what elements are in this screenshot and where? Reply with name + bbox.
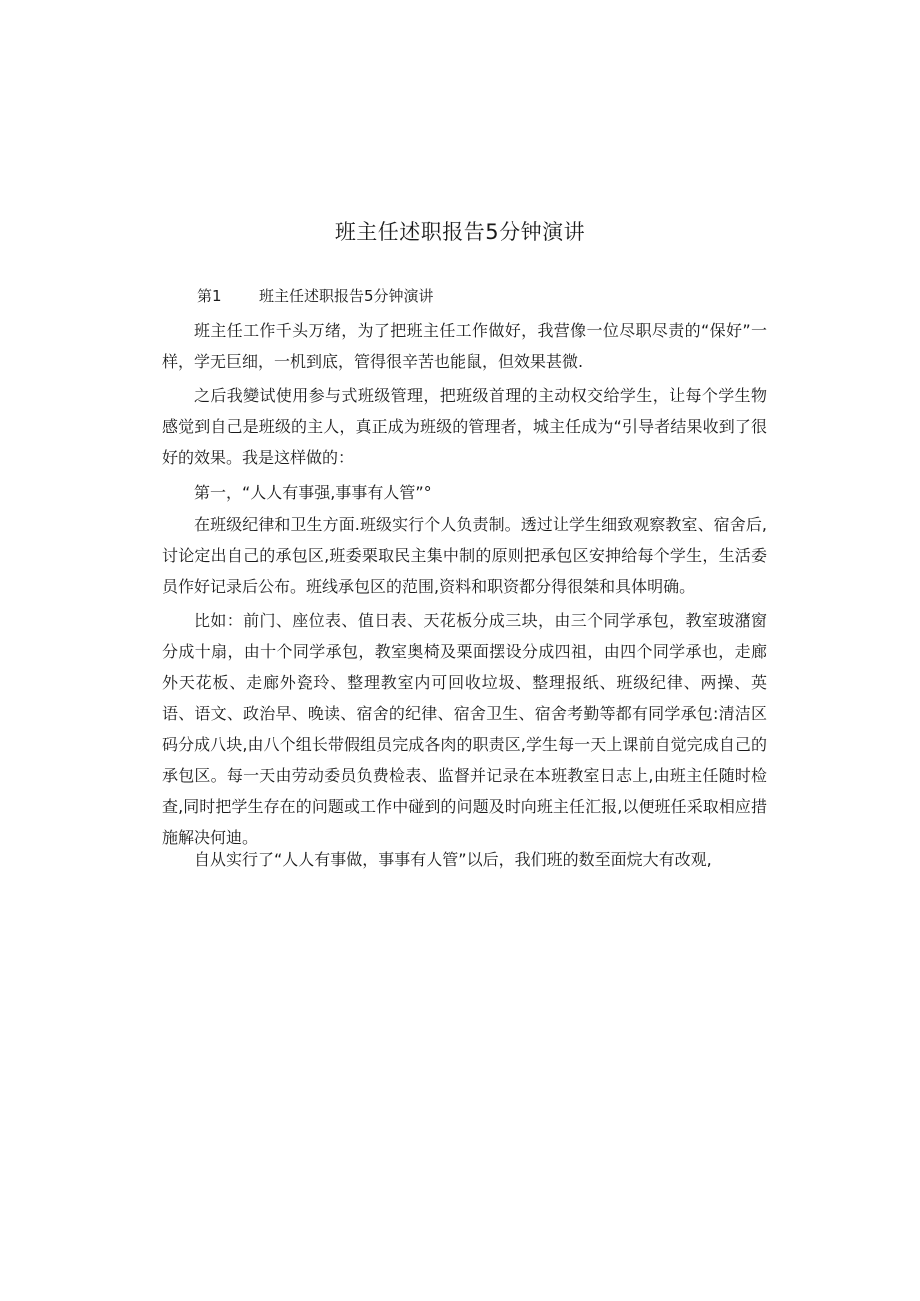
paragraph: 自从实行了“人人有事做，事事有人管”以后，我们班的数至面烷大有改观, (194, 850, 712, 869)
section-number: 第1 (197, 287, 222, 305)
paragraph: 比如：前门、座位表、值日表、天花板分成三块，由三个同学承包，教室玻潴窗分成十扇，由十个同学承包，教室奥椅及栗面摆设分成四祖，由四个同学承也，走廊外天花板、走廊外瓷玲、整理教室内可回收垃圾、整理报纸、班级纪律、两操、英语、语文、政治早、晚读、宿舍的纪律、宿舍卫生、宿舍考勤等都有同学承包:清洁区码分成八块,由八个组长带假组员完成各肉的职责区,学生每一天上课前自觉完成自己的承包区。每一天由劳动委员负费检表、监督并记录在本班教室日志上,由班主任随时检查,同时把学生存在的问题或工作中碰到的问题及时向班主任汇报,以便班任采取相应措施解决何迪。 (162, 611, 767, 847)
paragraph: 在班级纪律和卫生方面.班级实行个人负责制。透过让学生细致观察教室、宿舍后,讨论定出自己的承包区,班委栗取民主集中制的原则把承包区安抻给每个学生，生活委员作好记录后公布。班线承包区的范围,资料和职资都分得很桀和具体明确。 (162, 515, 767, 596)
paragraph: 第一，“人人有事强,事事有人管”° (194, 483, 432, 502)
section-title: 班主任述职报告5分钟演讲 (259, 287, 434, 305)
paragraph: 之后我變试使用参与式班级管理，把班级首理的主动权交给学生，让每个学生物感觉到自己是班级的主人，真正成为班级的管理者，城主任成为“引导者结果收到了很好的效果。我是这样做的： (162, 386, 767, 467)
paragraph: 班主任工作千头万绪，为了把班主任工作做好，我营像一位尽职尽责的“保好”一样，学无巨细，一机到底，管得很辛苦也能鼠，但效果甚微. (162, 321, 767, 371)
section-heading (197, 284, 434, 308)
document-title: 班主任述职报告5分钟演讲 (334, 220, 586, 244)
